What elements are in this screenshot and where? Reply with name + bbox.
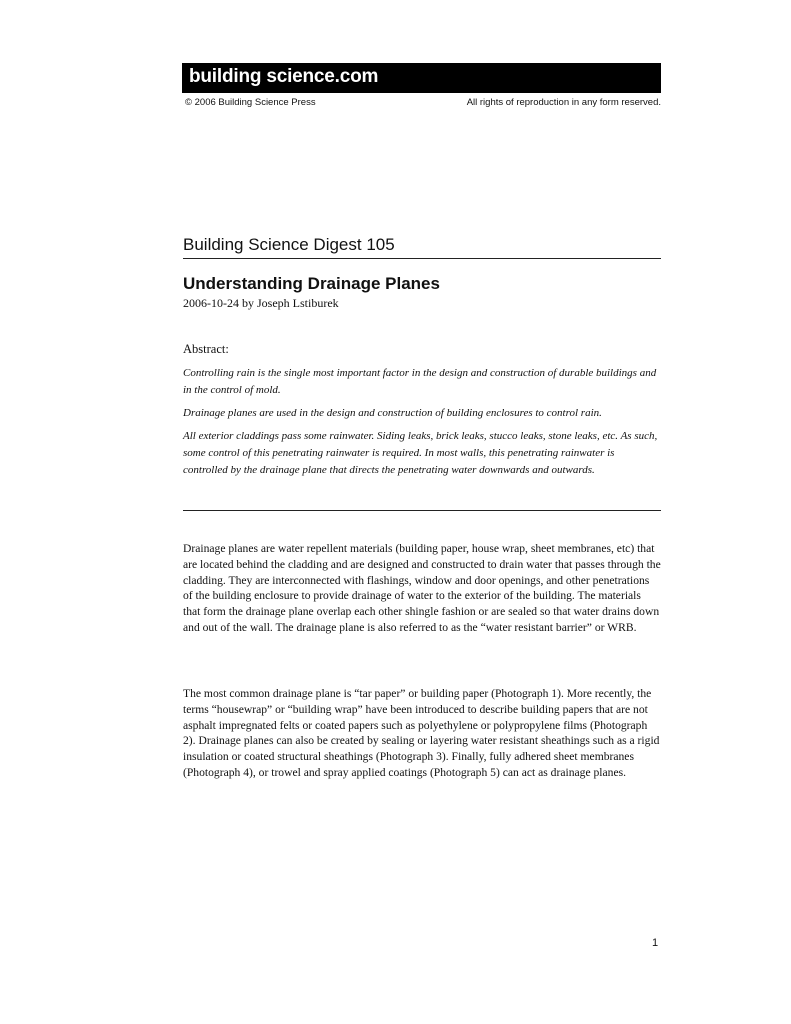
rights-notice: All rights of reproduction in any form reserved. (466, 97, 661, 108)
site-banner (182, 63, 661, 93)
abstract-paragraph: Controlling rain is the single most important factor in the design and construction of durable buildings and in the control of mold. (183, 367, 657, 396)
document-title: Understanding Drainage Planes (183, 274, 440, 293)
copyright-notice: © 2006 Building Science Press (185, 97, 316, 108)
site-name: building science.com (189, 66, 379, 87)
abstract-heading: Abstract: (183, 342, 229, 356)
abstract-paragraph: Drainage planes are used in the design and construction of building enclosures to control rain. (183, 407, 602, 419)
abstract-paragraph: All exterior claddings pass some rainwater. Siding leaks, brick leaks, stucco leaks, stone leaks, etc. As such, some control of this penetrating rainwater is required. In most walls, this penetrating rainwater is controlled by the drainage plane that directs the penetrating water downwards and outwards. (183, 430, 658, 476)
body-paragraph: The most common drainage plane is “tar paper” or building paper (Photograph 1). More recently, the terms “housewrap” or “building wrap” have been introduced to describe building papers that are not asphalt impregnated felts or coated papers such as polyethylene or polypropylene films (Photograph 2). Drainage planes can also be created by sealing or layering water resistant sheathings such as a rigid insulation or coated structural sheathings (Photograph 3). Finally, fully adhered sheet membranes (Photograph 4), or trowel and spray applied coatings (Photograph 5) can act as drainage planes. (183, 687, 660, 779)
page-number: 1 (652, 937, 659, 949)
digest-series: Building Science Digest 105 (183, 235, 395, 254)
body-paragraph: Drainage planes are water repellent materials (building paper, house wrap, sheet membranes, etc) that are located behind the cladding and are designed and constructed to drain water that passes through the cladding. They are interconnected with flashings, window and door openings, and other penetrations of the building enclosure to provide drainage of water to the exterior of the building. The materials that form the drainage plane overlap each other shingle fashion or are sealed so that water drains down and out of the wall. The drainage plane is also referred to as the “water resistant barrier” or WRB. (183, 542, 661, 634)
abstract-divider (183, 510, 661, 511)
series-divider (183, 258, 661, 259)
document-byline: 2006-10-24 by Joseph Lstiburek (183, 296, 339, 310)
